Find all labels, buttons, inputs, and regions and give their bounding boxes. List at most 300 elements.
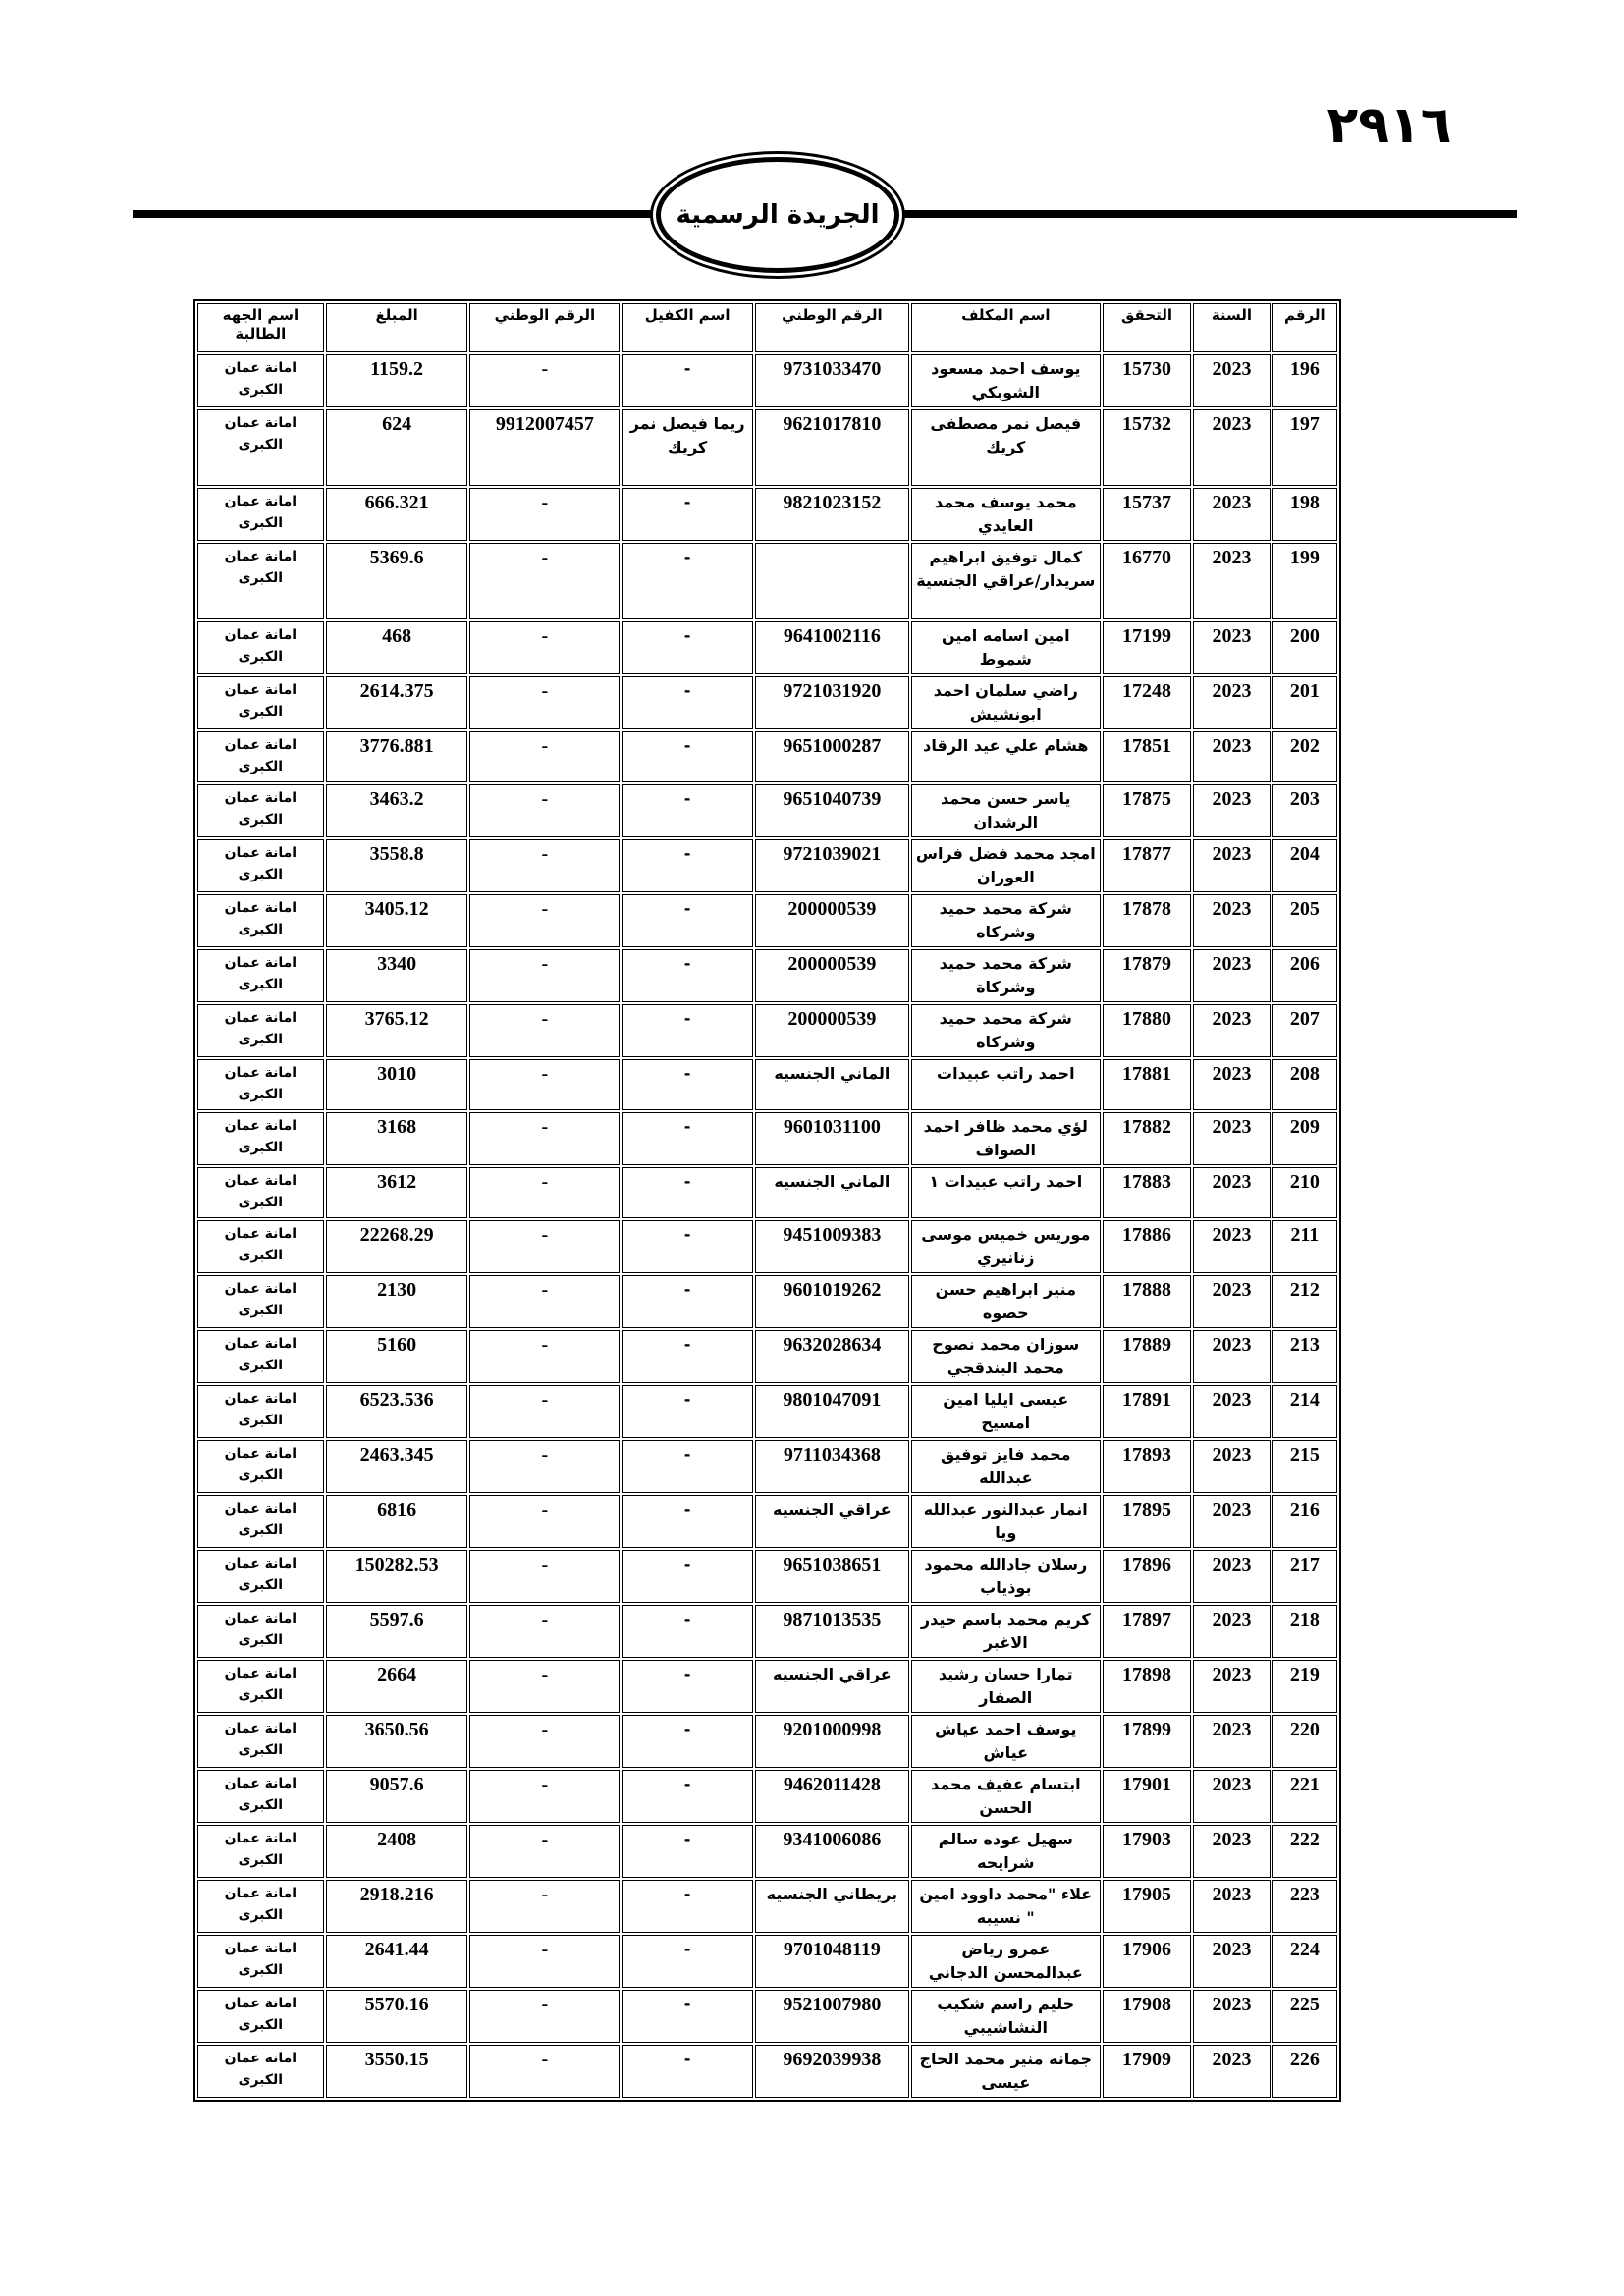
table-row	[197, 1440, 1337, 1493]
cell-guarantor-national-id: -	[469, 1220, 620, 1273]
cell-national-id: 9621017810	[755, 409, 909, 486]
cell-taxpayer-name: موريس خميس موسى زنانيري	[911, 1220, 1101, 1273]
cell-national-id: 200000539	[755, 949, 909, 1002]
cell-year: 2023	[1193, 1330, 1270, 1383]
cell-assessment-number: 17248	[1103, 676, 1191, 729]
cell-requesting-entity: امانة عمان الكبرى	[197, 354, 324, 407]
table-row	[197, 949, 1337, 1002]
cell-year: 2023	[1193, 1605, 1270, 1658]
cell-row-number: 206	[1272, 949, 1337, 1002]
cell-guarantor-national-id: -	[469, 1550, 620, 1603]
cell-amount: 666.321	[326, 488, 468, 541]
cell-year: 2023	[1193, 488, 1270, 541]
cell-year: 2023	[1193, 784, 1270, 837]
cell-amount: 5597.6	[326, 1605, 468, 1658]
cell-taxpayer-name: يوسف احمد مسعود الشوبكي	[911, 354, 1101, 407]
cell-year: 2023	[1193, 1550, 1270, 1603]
cell-amount: 3558.8	[326, 839, 468, 892]
cell-requesting-entity: امانة عمان الكبرى	[197, 1715, 324, 1768]
cell-taxpayer-name: جمانه منير محمد الحاج عيسى	[911, 2045, 1101, 2098]
cell-taxpayer-name: علاء "محمد داوود امين " نسيبه	[911, 1880, 1101, 1933]
cell-guarantor-name: -	[622, 543, 753, 619]
cell-taxpayer-name: احمد راتب عبيدات	[911, 1059, 1101, 1110]
cell-amount: 150282.53	[326, 1550, 468, 1603]
cell-year: 2023	[1193, 1275, 1270, 1328]
cell-amount: 2408	[326, 1825, 468, 1878]
col-header-assessment: التحقق	[1103, 303, 1191, 352]
cell-row-number: 214	[1272, 1385, 1337, 1438]
gazette-title: الجريدة الرسمية	[676, 200, 880, 230]
cell-amount: 3405.12	[326, 894, 468, 947]
cell-requesting-entity: امانة عمان الكبرى	[197, 1935, 324, 1988]
col-header-national-id: الرقم الوطني	[755, 303, 909, 352]
cell-amount: 6816	[326, 1495, 468, 1548]
cell-assessment-number: 17886	[1103, 1220, 1191, 1273]
col-header-amount: المبلغ	[326, 303, 468, 352]
cell-requesting-entity: امانة عمان الكبرى	[197, 1770, 324, 1823]
cell-row-number: 219	[1272, 1660, 1337, 1713]
cell-year: 2023	[1193, 2045, 1270, 2098]
cell-requesting-entity: امانة عمان الكبرى	[197, 839, 324, 892]
table-row	[197, 1004, 1337, 1057]
cell-assessment-number: 17851	[1103, 731, 1191, 782]
cell-amount: 3765.12	[326, 1004, 468, 1057]
cell-row-number: 203	[1272, 784, 1337, 837]
cell-guarantor-name: -	[622, 784, 753, 837]
cell-row-number: 198	[1272, 488, 1337, 541]
cell-taxpayer-name: امجد محمد فضل فراس العوران	[911, 839, 1101, 892]
cell-guarantor-national-id: -	[469, 1605, 620, 1658]
cell-assessment-number: 17895	[1103, 1495, 1191, 1548]
cell-row-number: 221	[1272, 1770, 1337, 1823]
cell-year: 2023	[1193, 1990, 1270, 2043]
cell-guarantor-name: -	[622, 1330, 753, 1383]
cell-taxpayer-name: راضي سلمان احمد ابونشيش	[911, 676, 1101, 729]
cell-requesting-entity: امانة عمان الكبرى	[197, 488, 324, 541]
cell-amount: 5369.6	[326, 543, 468, 619]
cell-assessment-number: 17891	[1103, 1385, 1191, 1438]
cell-requesting-entity: امانة عمان الكبرى	[197, 543, 324, 619]
cell-row-number: 220	[1272, 1715, 1337, 1768]
cell-taxpayer-name: سوزان محمد نصوح محمد البندقجي	[911, 1330, 1101, 1383]
cell-amount: 9057.6	[326, 1770, 468, 1823]
cell-amount: 5570.16	[326, 1990, 468, 2043]
col-header-number: الرقم	[1272, 303, 1337, 352]
cell-guarantor-national-id: -	[469, 1440, 620, 1493]
cell-year: 2023	[1193, 354, 1270, 407]
table-row	[197, 2045, 1337, 2098]
cell-row-number: 209	[1272, 1112, 1337, 1165]
cell-taxpayer-name: ياسر حسن محمد الرشدان	[911, 784, 1101, 837]
cell-amount: 3463.2	[326, 784, 468, 837]
page-number: ٢٩١٦	[1326, 96, 1452, 155]
cell-assessment-number: 17896	[1103, 1550, 1191, 1603]
cell-guarantor-national-id: -	[469, 1112, 620, 1165]
cell-guarantor-name: -	[622, 1004, 753, 1057]
cell-guarantor-name: -	[622, 1935, 753, 1988]
cell-row-number: 212	[1272, 1275, 1337, 1328]
cell-requesting-entity: امانة عمان الكبرى	[197, 2045, 324, 2098]
table-row	[197, 1330, 1337, 1383]
cell-amount: 3550.15	[326, 2045, 468, 2098]
col-header-taxpayer-name: اسم المكلف	[911, 303, 1101, 352]
cell-national-id: 9821023152	[755, 488, 909, 541]
cell-national-id: 9632028634	[755, 1330, 909, 1383]
cell-assessment-number: 17899	[1103, 1715, 1191, 1768]
cell-guarantor-name: -	[622, 1715, 753, 1768]
cell-guarantor-national-id: -	[469, 1330, 620, 1383]
cell-row-number: 226	[1272, 2045, 1337, 2098]
cell-taxpayer-name: شركة محمد حميد وشركاه	[911, 894, 1101, 947]
cell-national-id: 9451009383	[755, 1220, 909, 1273]
cell-row-number: 208	[1272, 1059, 1337, 1110]
cell-national-id: 9871013535	[755, 1605, 909, 1658]
cell-year: 2023	[1193, 731, 1270, 782]
cell-row-number: 213	[1272, 1330, 1337, 1383]
cell-row-number: 218	[1272, 1605, 1337, 1658]
cell-national-id: 9701048119	[755, 1935, 909, 1988]
cell-assessment-number: 17882	[1103, 1112, 1191, 1165]
cell-guarantor-name: -	[622, 2045, 753, 2098]
cell-amount: 2614.375	[326, 676, 468, 729]
cell-year: 2023	[1193, 1167, 1270, 1218]
cell-guarantor-name: -	[622, 1825, 753, 1878]
cell-year: 2023	[1193, 894, 1270, 947]
cell-row-number: 202	[1272, 731, 1337, 782]
cell-guarantor-name: -	[622, 621, 753, 674]
cell-taxpayer-name: رسلان جادالله محمود بوذياب	[911, 1550, 1101, 1603]
table-row	[197, 839, 1337, 892]
cell-guarantor-name: -	[622, 731, 753, 782]
cell-guarantor-name: -	[622, 488, 753, 541]
cell-requesting-entity: امانة عمان الكبرى	[197, 1112, 324, 1165]
cell-national-id: عراقي الجنسيه	[755, 1495, 909, 1548]
cell-guarantor-national-id: -	[469, 1935, 620, 1988]
cell-assessment-number: 17875	[1103, 784, 1191, 837]
cell-guarantor-national-id: -	[469, 1495, 620, 1548]
cell-requesting-entity: امانة عمان الكبرى	[197, 1825, 324, 1878]
cell-assessment-number: 15730	[1103, 354, 1191, 407]
cell-requesting-entity: امانة عمان الكبرى	[197, 1167, 324, 1218]
cell-assessment-number: 17888	[1103, 1275, 1191, 1328]
cell-guarantor-national-id: -	[469, 488, 620, 541]
cell-amount: 624	[326, 409, 468, 486]
cell-year: 2023	[1193, 409, 1270, 486]
cell-guarantor-national-id: -	[469, 1770, 620, 1823]
cell-requesting-entity: امانة عمان الكبرى	[197, 1880, 324, 1933]
cell-guarantor-national-id: -	[469, 1275, 620, 1328]
cell-guarantor-name: -	[622, 894, 753, 947]
cell-guarantor-name: ريما فيصل نمر كريك	[622, 409, 753, 486]
cell-guarantor-national-id: 9912007457	[469, 409, 620, 486]
cell-guarantor-national-id: -	[469, 354, 620, 407]
cell-amount: 3650.56	[326, 1715, 468, 1768]
cell-row-number: 211	[1272, 1220, 1337, 1273]
cell-taxpayer-name: فيصل نمر مصطفى كريك	[911, 409, 1101, 486]
cell-amount: 468	[326, 621, 468, 674]
cell-requesting-entity: امانة عمان الكبرى	[197, 894, 324, 947]
cell-requesting-entity: امانة عمان الكبرى	[197, 621, 324, 674]
cell-row-number: 197	[1272, 409, 1337, 486]
cell-year: 2023	[1193, 1112, 1270, 1165]
cell-national-id: 200000539	[755, 894, 909, 947]
cell-assessment-number: 17897	[1103, 1605, 1191, 1658]
cell-taxpayer-name: كمال توفيق ابراهيم سريدار/عراقي الجنسية	[911, 543, 1101, 619]
cell-guarantor-national-id: -	[469, 1715, 620, 1768]
table-row	[197, 676, 1337, 729]
cell-amount: 5160	[326, 1330, 468, 1383]
cell-assessment-number: 17909	[1103, 2045, 1191, 2098]
cell-requesting-entity: امانة عمان الكبرى	[197, 1660, 324, 1713]
table-row	[197, 1550, 1337, 1603]
cell-guarantor-name: -	[622, 1220, 753, 1273]
cell-year: 2023	[1193, 1495, 1270, 1548]
table-row	[197, 1990, 1337, 2043]
cell-requesting-entity: امانة عمان الكبرى	[197, 1495, 324, 1548]
cell-taxpayer-name: شركة محمد حميد وشركاه	[911, 1004, 1101, 1057]
cell-taxpayer-name: امين اسامه امين شموط	[911, 621, 1101, 674]
cell-national-id: بريطاني الجنسيه	[755, 1880, 909, 1933]
cell-guarantor-name: -	[622, 1112, 753, 1165]
cell-year: 2023	[1193, 1770, 1270, 1823]
cell-requesting-entity: امانة عمان الكبرى	[197, 731, 324, 782]
table-row	[197, 1935, 1337, 1988]
cell-row-number: 205	[1272, 894, 1337, 947]
cell-national-id: 9731033470	[755, 354, 909, 407]
cell-taxpayer-name: منير ابراهيم حسن حصوه	[911, 1275, 1101, 1328]
cell-taxpayer-name: محمد فايز توفيق عبدالله	[911, 1440, 1101, 1493]
cell-guarantor-national-id: -	[469, 543, 620, 619]
cell-guarantor-national-id: -	[469, 1825, 620, 1878]
cell-amount: 2918.216	[326, 1880, 468, 1933]
cell-taxpayer-name: محمد يوسف محمد العايدي	[911, 488, 1101, 541]
cell-guarantor-national-id: -	[469, 1004, 620, 1057]
cell-national-id: 9601031100	[755, 1112, 909, 1165]
cell-guarantor-national-id: -	[469, 1880, 620, 1933]
cell-taxpayer-name: تمارا حسان رشيد الصفار	[911, 1660, 1101, 1713]
cell-national-id: 9641002116	[755, 621, 909, 674]
cell-amount: 1159.2	[326, 354, 468, 407]
cell-guarantor-national-id: -	[469, 676, 620, 729]
cell-national-id: 9521007980	[755, 1990, 909, 2043]
cell-assessment-number: 16770	[1103, 543, 1191, 619]
cell-national-id: 9721039021	[755, 839, 909, 892]
cell-assessment-number: 17878	[1103, 894, 1191, 947]
cell-amount: 22268.29	[326, 1220, 468, 1273]
cell-requesting-entity: امانة عمان الكبرى	[197, 1605, 324, 1658]
table-row	[197, 1495, 1337, 1548]
cell-guarantor-name: -	[622, 676, 753, 729]
cell-guarantor-name: -	[622, 1660, 753, 1713]
table-row	[197, 409, 1337, 486]
cell-requesting-entity: امانة عمان الكبرى	[197, 949, 324, 1002]
cell-taxpayer-name: هشام علي عيد الرقاد	[911, 731, 1101, 782]
table-header-row	[197, 303, 1337, 352]
table-row	[197, 1660, 1337, 1713]
cell-row-number: 224	[1272, 1935, 1337, 1988]
cell-year: 2023	[1193, 1880, 1270, 1933]
cell-national-id: 9651000287	[755, 731, 909, 782]
cell-guarantor-national-id: -	[469, 2045, 620, 2098]
cell-national-id: الماني الجنسيه	[755, 1167, 909, 1218]
cell-guarantor-name: -	[622, 839, 753, 892]
cell-row-number: 200	[1272, 621, 1337, 674]
cell-assessment-number: 17908	[1103, 1990, 1191, 2043]
cell-year: 2023	[1193, 543, 1270, 619]
cell-row-number: 223	[1272, 1880, 1337, 1933]
table-row	[197, 1880, 1337, 1933]
cell-year: 2023	[1193, 1385, 1270, 1438]
cell-guarantor-national-id: -	[469, 621, 620, 674]
cell-amount: 2641.44	[326, 1935, 468, 1988]
cell-guarantor-name: -	[622, 1059, 753, 1110]
cell-requesting-entity: امانة عمان الكبرى	[197, 409, 324, 486]
table-row	[197, 1385, 1337, 1438]
table-row	[197, 488, 1337, 541]
cell-assessment-number: 17901	[1103, 1770, 1191, 1823]
cell-taxpayer-name: سهيل عوده سالم شرايحه	[911, 1825, 1101, 1878]
cell-assessment-number: 17903	[1103, 1825, 1191, 1878]
cell-taxpayer-name: عيسى ايليا امين امسيح	[911, 1385, 1101, 1438]
col-header-guarantor-name: اسم الكفيل	[622, 303, 753, 352]
cell-row-number: 199	[1272, 543, 1337, 619]
cell-assessment-number: 17898	[1103, 1660, 1191, 1713]
cell-amount: 3340	[326, 949, 468, 1002]
dues-table	[193, 299, 1341, 2102]
cell-taxpayer-name: كريم محمد باسم حيدر الاغبر	[911, 1605, 1101, 1658]
table-row	[197, 1220, 1337, 1273]
cell-assessment-number: 17889	[1103, 1330, 1191, 1383]
cell-year: 2023	[1193, 1220, 1270, 1273]
cell-guarantor-name: -	[622, 1275, 753, 1328]
cell-national-id: 9692039938	[755, 2045, 909, 2098]
cell-national-id: الماني الجنسيه	[755, 1059, 909, 1110]
cell-national-id: 200000539	[755, 1004, 909, 1057]
cell-requesting-entity: امانة عمان الكبرى	[197, 1275, 324, 1328]
cell-row-number: 210	[1272, 1167, 1337, 1218]
cell-guarantor-name: -	[622, 1495, 753, 1548]
cell-assessment-number: 17880	[1103, 1004, 1191, 1057]
cell-amount: 6523.536	[326, 1385, 468, 1438]
cell-year: 2023	[1193, 1935, 1270, 1988]
cell-assessment-number: 17881	[1103, 1059, 1191, 1110]
cell-year: 2023	[1193, 1059, 1270, 1110]
cell-row-number: 207	[1272, 1004, 1337, 1057]
cell-guarantor-national-id: -	[469, 949, 620, 1002]
cell-amount: 2664	[326, 1660, 468, 1713]
cell-requesting-entity: امانة عمان الكبرى	[197, 1550, 324, 1603]
cell-guarantor-national-id: -	[469, 894, 620, 947]
cell-national-id: 9651040739	[755, 784, 909, 837]
cell-guarantor-national-id: -	[469, 731, 620, 782]
cell-guarantor-name: -	[622, 1990, 753, 2043]
cell-taxpayer-name: عمرو رياض عبدالمحسن الدجاني	[911, 1935, 1101, 1988]
cell-guarantor-national-id: -	[469, 1990, 620, 2043]
cell-national-id: عراقي الجنسيه	[755, 1660, 909, 1713]
table-row	[197, 1059, 1337, 1110]
cell-taxpayer-name: حليم راسم شكيب النشاشيبي	[911, 1990, 1101, 2043]
cell-guarantor-name: -	[622, 949, 753, 1002]
table-row	[197, 1112, 1337, 1165]
cell-guarantor-name: -	[622, 1440, 753, 1493]
cell-assessment-number: 17905	[1103, 1880, 1191, 1933]
cell-amount: 2463.345	[326, 1440, 468, 1493]
cell-taxpayer-name: لؤي محمد ظافر احمد الصواف	[911, 1112, 1101, 1165]
cell-amount: 2130	[326, 1275, 468, 1328]
cell-assessment-number: 17906	[1103, 1935, 1191, 1988]
cell-national-id: 9341006086	[755, 1825, 909, 1878]
table-row	[197, 1167, 1337, 1218]
cell-national-id: 9601019262	[755, 1275, 909, 1328]
cell-amount: 3010	[326, 1059, 468, 1110]
cell-national-id: 9711034368	[755, 1440, 909, 1493]
cell-year: 2023	[1193, 621, 1270, 674]
cell-requesting-entity: امانة عمان الكبرى	[197, 1004, 324, 1057]
cell-taxpayer-name: انمار عبدالنور عبدالله ويا	[911, 1495, 1101, 1548]
cell-requesting-entity: امانة عمان الكبرى	[197, 676, 324, 729]
table-row	[197, 731, 1337, 782]
cell-requesting-entity: امانة عمان الكبرى	[197, 1059, 324, 1110]
cell-row-number: 216	[1272, 1495, 1337, 1548]
cell-year: 2023	[1193, 1715, 1270, 1768]
cell-guarantor-national-id: -	[469, 1059, 620, 1110]
table-row	[197, 784, 1337, 837]
gazette-title-badge	[656, 157, 899, 273]
cell-row-number: 196	[1272, 354, 1337, 407]
cell-assessment-number: 17879	[1103, 949, 1191, 1002]
cell-national-id: 9462011428	[755, 1770, 909, 1823]
cell-row-number: 225	[1272, 1990, 1337, 2043]
cell-assessment-number: 17199	[1103, 621, 1191, 674]
cell-row-number: 222	[1272, 1825, 1337, 1878]
cell-amount: 3612	[326, 1167, 468, 1218]
cell-national-id: 9801047091	[755, 1385, 909, 1438]
cell-row-number: 201	[1272, 676, 1337, 729]
cell-assessment-number: 17883	[1103, 1167, 1191, 1218]
table-row	[197, 1825, 1337, 1878]
cell-national-id: 9651038651	[755, 1550, 909, 1603]
cell-row-number: 215	[1272, 1440, 1337, 1493]
cell-guarantor-national-id: -	[469, 784, 620, 837]
table-row	[197, 1275, 1337, 1328]
cell-requesting-entity: امانة عمان الكبرى	[197, 784, 324, 837]
cell-assessment-number: 17893	[1103, 1440, 1191, 1493]
table-row	[197, 621, 1337, 674]
cell-assessment-number: 15732	[1103, 409, 1191, 486]
cell-requesting-entity: امانة عمان الكبرى	[197, 1330, 324, 1383]
cell-year: 2023	[1193, 839, 1270, 892]
cell-guarantor-national-id: -	[469, 1660, 620, 1713]
table-row	[197, 354, 1337, 407]
cell-year: 2023	[1193, 1825, 1270, 1878]
cell-amount: 3776.881	[326, 731, 468, 782]
cell-guarantor-national-id: -	[469, 839, 620, 892]
cell-requesting-entity: امانة عمان الكبرى	[197, 1220, 324, 1273]
cell-row-number: 204	[1272, 839, 1337, 892]
col-header-year: السنة	[1193, 303, 1270, 352]
cell-requesting-entity: امانة عمان الكبرى	[197, 1440, 324, 1493]
cell-national-id: 9201000998	[755, 1715, 909, 1768]
cell-guarantor-name: -	[622, 1605, 753, 1658]
table-row	[197, 543, 1337, 619]
table-row	[197, 1770, 1337, 1823]
cell-year: 2023	[1193, 949, 1270, 1002]
cell-row-number: 217	[1272, 1550, 1337, 1603]
cell-requesting-entity: امانة عمان الكبرى	[197, 1385, 324, 1438]
cell-taxpayer-name: ابتسام عفيف محمد الحسن	[911, 1770, 1101, 1823]
cell-guarantor-name: -	[622, 1550, 753, 1603]
table-row	[197, 1715, 1337, 1768]
